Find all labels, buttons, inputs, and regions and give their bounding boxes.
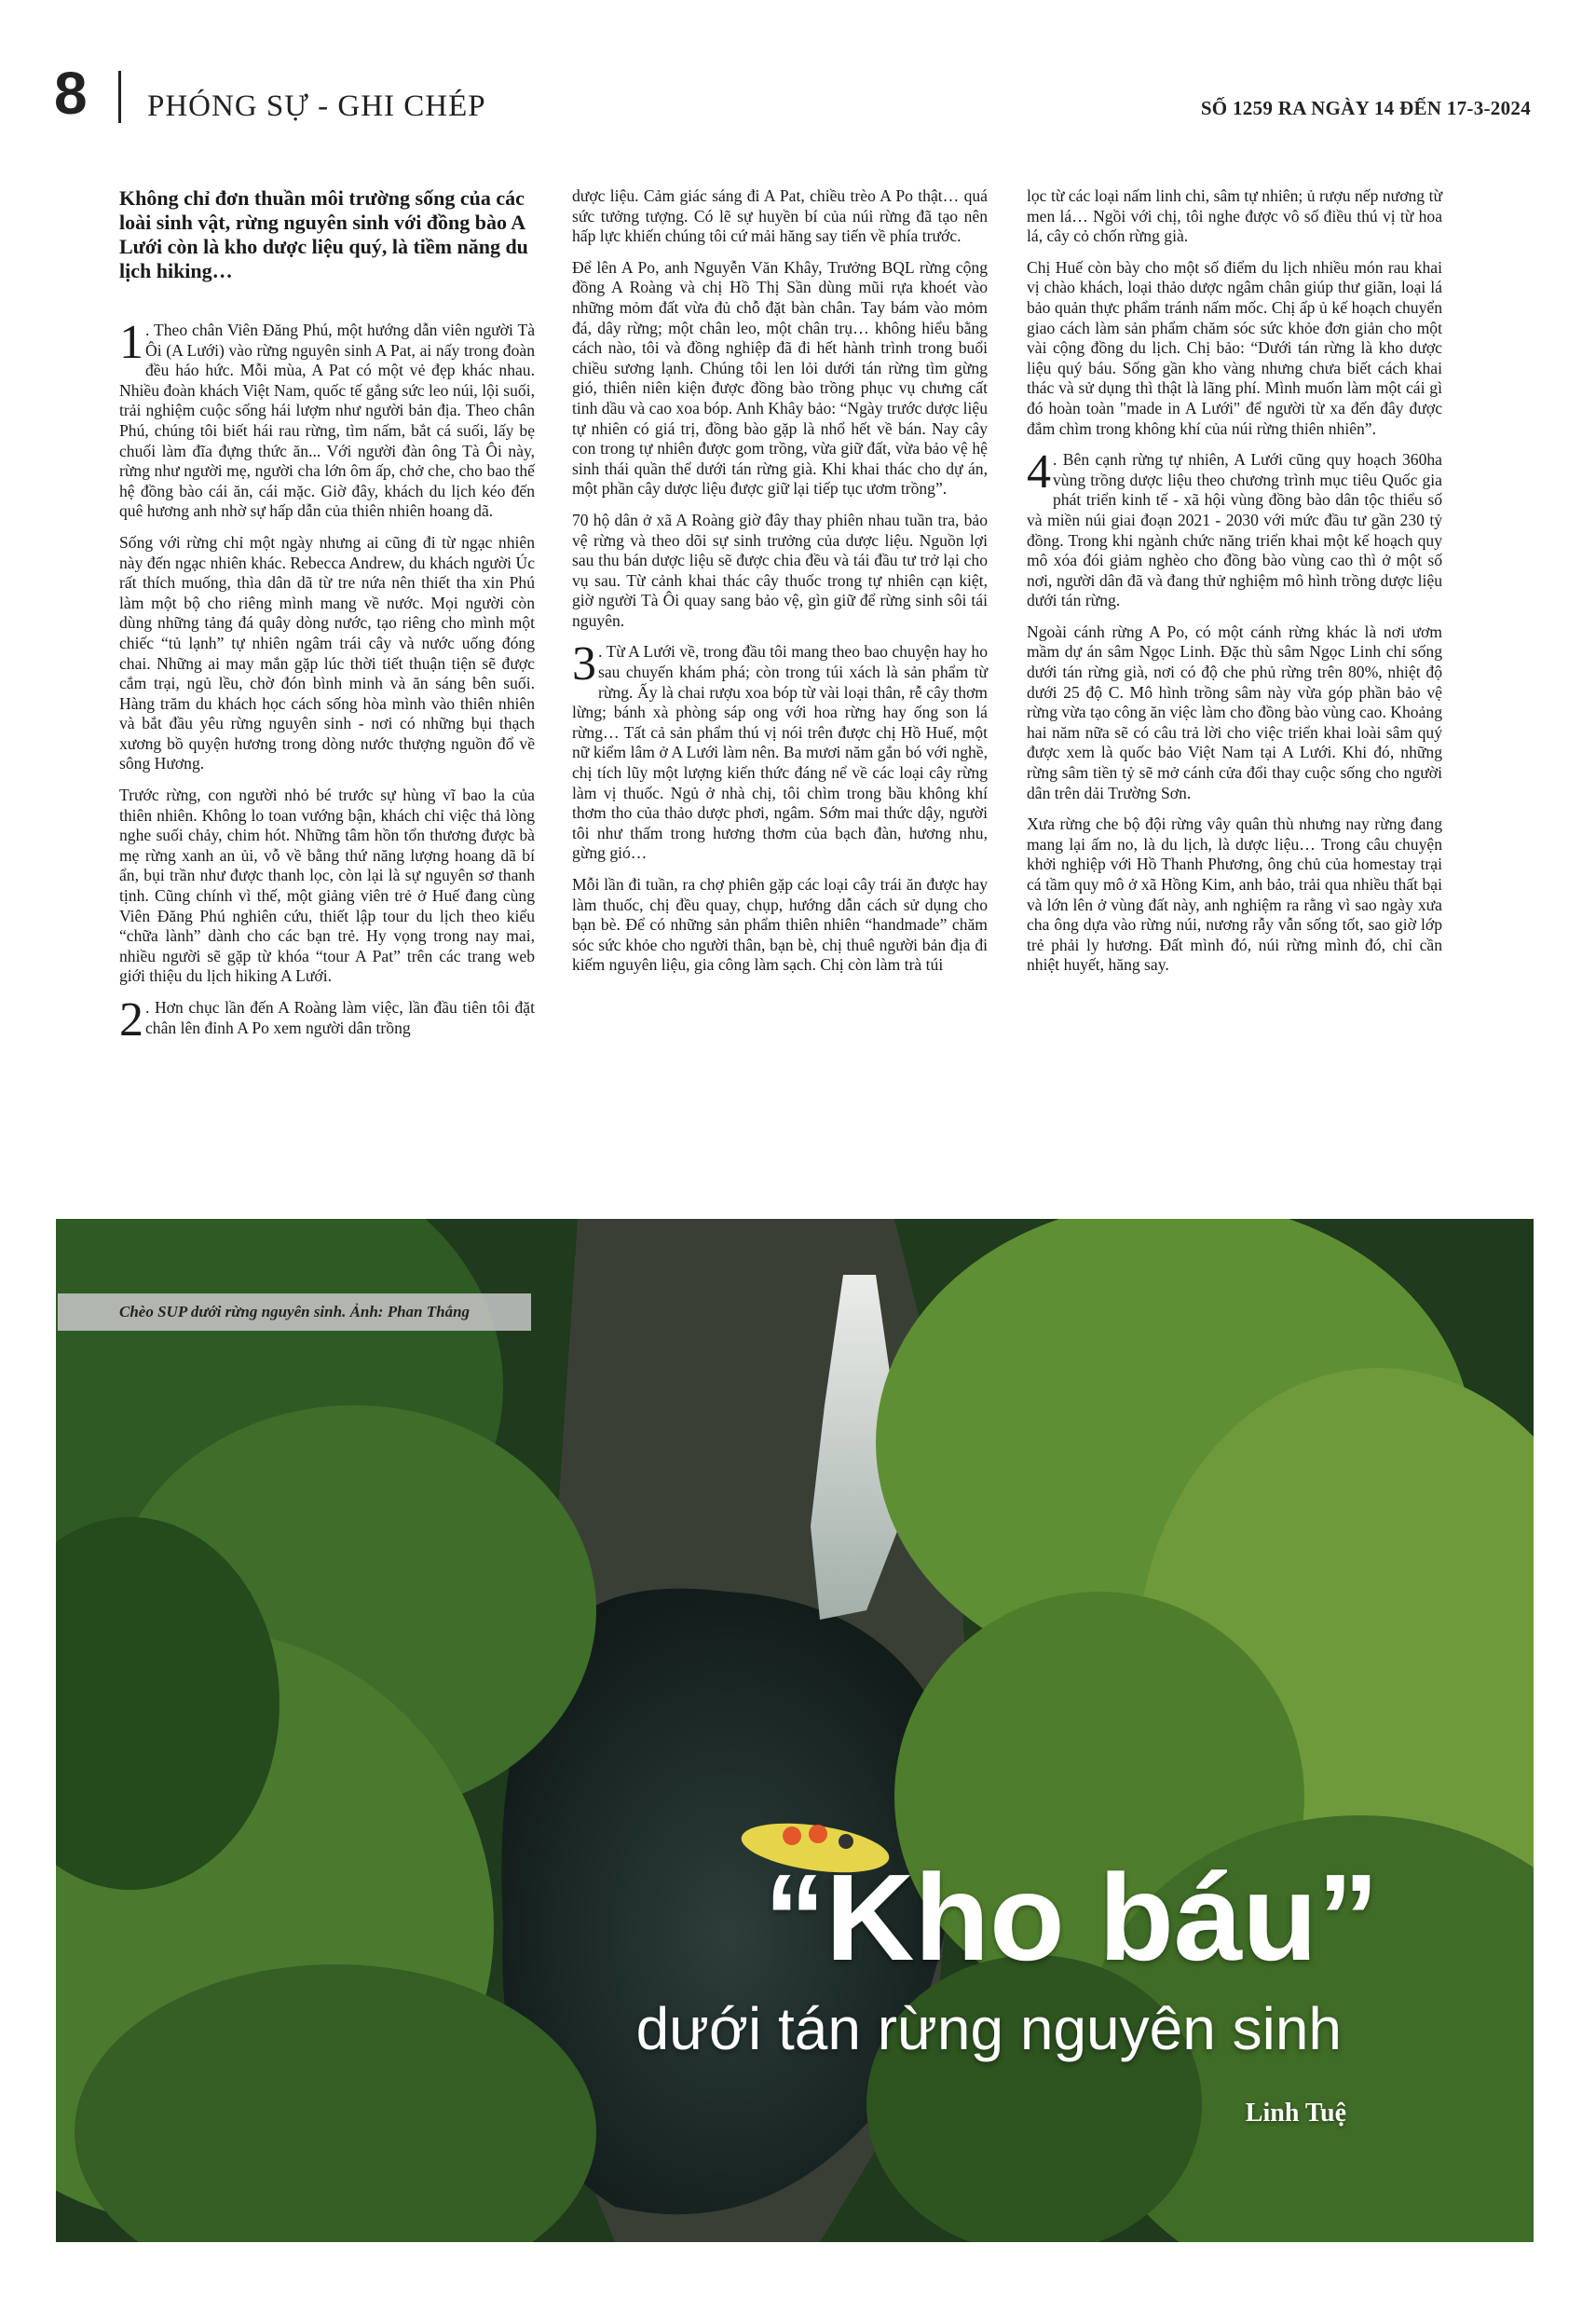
section-number: 1 bbox=[119, 316, 143, 369]
article-lead: Không chỉ đơn thuần môi trường sống của các loài sinh vật, rừng nguyên sinh với đồng bào A Lưới còn là kho dược liệu quý, là tiềm năng du lịch hiking… bbox=[119, 186, 528, 282]
section-title: PHÓNG SỰ - GHI CHÉP bbox=[147, 89, 486, 123]
author-name: Linh Tuệ bbox=[1245, 2099, 1346, 2127]
paragraph: 2 . Hơn chục lần đến A Roàng làm việc, lần đầu tiên tôi đặt chân lên đỉnh A Po xem người dân trồng bbox=[119, 993, 535, 1047]
section-number: 4 bbox=[1027, 445, 1051, 499]
page-number: 8 bbox=[54, 60, 88, 127]
paragraph: Ngoài cánh rừng A Po, có một cánh rừng khác là nơi ươm mầm dự án sâm Ngọc Linh. Đặc thù sâm Ngọc Linh chỉ sống dưới tán rừng già, nơi có độ che phủ rừng trên 80%, nhiệt độ dưới 25 độ C. Mô hình trồng sâm này vừa góp phần bảo vệ rừng vừa tạo công ăn việc làm cho đồng bào vùng cao. Khoảng hai năm nữa sẽ có câu trả lời cho việc triển khai loài sâm quý được xem là quốc bảo Việt Nam tại A Lưới. Khi đó, những rừng sâm tiền tỷ sẽ mở cánh cửa đổi thay cuộc sống cho người dân trên dải Trường Sơn. bbox=[1027, 622, 1442, 802]
paragraph: 70 hộ dân ở xã A Roàng giờ đây thay phiên nhau tuần tra, bảo vệ rừng và theo dõi sự sinh trưởng của dược liệu. Nguồn lợi sau thu bán dược liệu sẽ được chia đều và tái đầu tư trở lại cho vụ sau. Từ cảnh khai thác cây thuốc trong tự nhiên cạn kiệt, giờ người Tà Ôi quay sang bảo vệ, gìn giữ để rừng sinh sôi tái nguyên. bbox=[572, 510, 988, 630]
photo-caption: Chèo SUP dưới rừng nguyên sinh. Ảnh: Phan Thắng bbox=[58, 1293, 531, 1331]
paragraph: 3 . Từ A Lưới về, trong đầu tôi mang theo bao chuyện hay ho sau chuyến khám phá; còn trong túi xách là sản phẩm từ rừng. Ấy là chai rượu xoa bóp từ vài loại thân, rễ cây thơm lừng; bánh xà phòng sáp ong với hoa rừng hay ống son lá rừng… Tất cả sản phẩm thú vị nói trên được chị Hồ Huế, một nữ kiểm lâm ở A Lưới làm nên. Ba mươi năm gắn bó với nghề, chị tích lũy một lượng kiến thức đáng nể về các loại cây rừng làm vị thuốc. Ngủ ở nhà chị, tôi chìm trong bầu không khí thơm tho của thảo dược phơi, ngâm. Sớm mai thức dậy, người tôi như thấm trong hương thơm của bạch đàn, hương nhu, gừng gió… bbox=[572, 637, 988, 863]
header-divider bbox=[118, 71, 121, 123]
paragraph: Mỗi lần đi tuần, ra chợ phiên gặp các loại cây trái ăn được hay làm thuốc, chị đều quay, chụp, hướng dẫn cách sử dụng cho bạn bè. Để có những sản phẩm thiên nhiên “handmade” chăm sóc sức khỏe cho người thân, bạn bè, chị thuê người bản địa đi kiếm nguyên liệu, gia công làm sạch. Chị còn làm trà túi bbox=[572, 875, 988, 975]
article-column-1 bbox=[119, 186, 535, 1049]
photo-illustration bbox=[56, 1219, 1534, 2242]
paragraph: Xưa rừng che bộ đội rừng vây quân thù nhưng nay rừng đang mang lại ấm no, là du lịch, là dược liệu… Trong câu chuyện khởi nghiệp với Hồ Thanh Phương, ông chủ của homestay trại cá tầm quy mô ở xã Hồng Kim, anh bảo, trải qua nhiều thất bại và lớn lên ở vùng đất này, anh nghiệm ra rằng vì sao ngày xưa cha ông dựa vào rừng núi, nương rẫy vẫn sống tốt, sao giờ lớp trẻ phải ly hương. Đất mình đó, núi rừng mình đó, chỉ cần nhiệt huyết, hăng say. bbox=[1027, 814, 1442, 975]
paragraph: Để lên A Po, anh Nguyễn Văn Khây, Trưởng BQL rừng cộng đồng A Roàng và chị Hồ Thị Sần dùng mũi rựa khoét vào những mỏm đất vừa đủ chỗ đặt bàn chân. Tay bám vào mỏm đá, dây rừng; một chân leo, một chân trụ… không hiểu bằng cách nào, tôi và đồng nghiệp đã đi hết hành trình trong buổi chiều sương lạnh. Chúng tôi len lỏi dưới tán rừng tìm gừng gió, thiên niên kiện được đồng bào trồng phục vụ chưng cất tinh dầu và cao xoa bóp. Anh Khây bảo: “Ngày trước dược liệu tự nhiên có giá trị, đồng bào gặp là nhổ hết về bán. Nay cây con trong tự nhiên được gom trồng, vừa giữ đất, vừa bảo vệ hệ sinh thái quần thể dưới tán rừng già. Khi khai thác cho dự án, một phần cây dược liệu được giữ lại tiếp tục ươm trồng”. bbox=[572, 257, 988, 499]
section-number: 2 bbox=[119, 993, 143, 1047]
section-number: 3 bbox=[572, 637, 596, 691]
issue-info: SỐ 1259 RA NGÀY 14 ĐẾN 17-3-2024 bbox=[1200, 97, 1531, 119]
paragraph: lọc từ các loại nấm linh chi, sâm tự nhiên; ủ rượu nếp nương từ men lá… Ngồi với chị, tôi nghe được vô số điều thú vị từ hoa lá, cây cỏ chốn rừng già. bbox=[1027, 186, 1442, 246]
paragraph: Trước rừng, con người nhỏ bé trước sự hùng vĩ bao la của thiên nhiên. Không lo toan vướng bận, khách chỉ việc thả lòng nghe suối chảy, chim hót. Những tâm hồn tổn thương được bà mẹ rừng xanh an ủi, vỗ về bằng thứ năng lượng hoang dã bí ẩn, bụi trần như được thanh lọc, còn lại là sự nguyên sơ thanh tịnh. Cũng chính vì thế, một giảng viên trẻ ở Huế đang cùng Viên Đăng Phú nghiên cứu, thiết lập tour du lịch theo kiểu “chữa lành” dành cho các bạn trẻ. Hy vọng trong nay mai, nhiều người sẽ gặp từ khóa “tour A Pat” trên các trang web giới thiệu du lịch hiking A Lưới. bbox=[119, 786, 535, 986]
article-subtitle: dưới tán rừng nguyên sinh bbox=[635, 1995, 1342, 2062]
paragraph: dược liệu. Cảm giác sáng đi A Pat, chiều trèo A Po thật… quá sức tưởng tượng. Có lẽ sự huyền bí của núi rừng đã tạo nên hấp lực khiến chúng tôi cứ mải hăng say tiến về phía trước. bbox=[572, 186, 988, 246]
forest-waterfall-photo bbox=[56, 1219, 1534, 2242]
paragraph: 4 . Bên cạnh rừng tự nhiên, A Lưới cũng quy hoạch 360ha vùng trồng dược liệu theo chương trình mục tiêu Quốc gia phát triển kinh tế - xã hội vùng đồng bào dân tộc thiểu số và miền núi giai đoạn 2021 - 2030 với mức đầu tư gần 230 tỷ đồng. Trong khi ngành chức năng triển khai một kế hoạch quy mô xóa đói giảm nghèo cho đồng bào vùng cao thì ở một số nơi, người dân đã và đang thử nghiệm mô hình trồng dược liệu dưới tán rừng. bbox=[1027, 445, 1442, 610]
paragraph: 1 . Theo chân Viên Đăng Phú, một hướng dẫn viên người Tà Ôi (A Lưới) vào rừng nguyên sinh A Pat, ai nấy trong đoàn đều háo hức. Mỗi mùa, A Pat có một vẻ đẹp khác nhau. Nhiều đoàn khách Việt Nam, quốc tế gắng sức leo núi, lội suối, trải nghiệm cuộc sống hái lượm như người bản địa. Theo chân Phú, chúng tôi biết hái rau rừng, tìm nấm, bắt cá suối, lấy bẹ chuối làm đĩa đựng thức ăn... Với người đàn ông Tà Ôi này, rừng như người mẹ, người cha lớn ôm ấp, chở che, cho bao thế hệ đồng bào cái ăn, cái mặc. Giờ đây, khách du lịch kéo đến quê hương anh nhờ sự hấp dẫn của thiên nhiên hoang dã. bbox=[119, 316, 535, 521]
article-column-2 bbox=[572, 186, 988, 987]
paragraph: Sống với rừng chỉ một ngày nhưng ai cũng đi từ ngạc nhiên này đến ngạc nhiên khác. Rebecca Andrew, du khách người Úc rất thích muống, thìa dân dã từ tre nứa nên thiết tha xin Phú làm một bộ cho riêng mình mang về nước. Mọi người còn dùng những tảng đá quây dòng nước, tạo riêng cho mình một chiếc “tủ lạnh” tự nhiên ngâm trái cây và nước uống đóng chai. Những ai may mắn gặp lúc thời tiết thuận tiện sẽ được cắm trại, ngủ lều, chờ đón bình minh và ăn sáng bên suối. Hàng trăm du khách học cách sống hòa mình vào thiên nhiên và bắt đầu yêu rừng nguyên sinh - nơi có những bụi thạch xương bồ quyện hương trong dòng nước thượng nguồn đổ về sông Hương. bbox=[119, 532, 535, 773]
article-title: “Kho báu” bbox=[764, 1849, 1379, 1986]
paragraph: Chị Huế còn bày cho một số điểm du lịch nhiều món rau khai vị chào khách, loại thảo dược ngâm chân giúp thư giãn, loại lá bảo quản thực phẩm tránh nấm mốc. Chị ấp ủ kế hoạch chuyển giao cách làm sản phẩm chăm sóc sức khỏe đơn giản cho một vài cộng đồng du lịch. Chị bảo: “Dưới tán rừng là kho dược liệu quý báu. Sống gần kho vàng nhưng chưa biết cách khai thác và sử dụng thì thật là lãng phí. Mình muốn làm một cái gì đó hoàn toàn "made in A Lưới" để người từ xa đến đây được đắm chìm trong không khí của núi rừng thiên nhiên”. bbox=[1027, 257, 1442, 438]
article-column-3 bbox=[1027, 186, 1442, 987]
